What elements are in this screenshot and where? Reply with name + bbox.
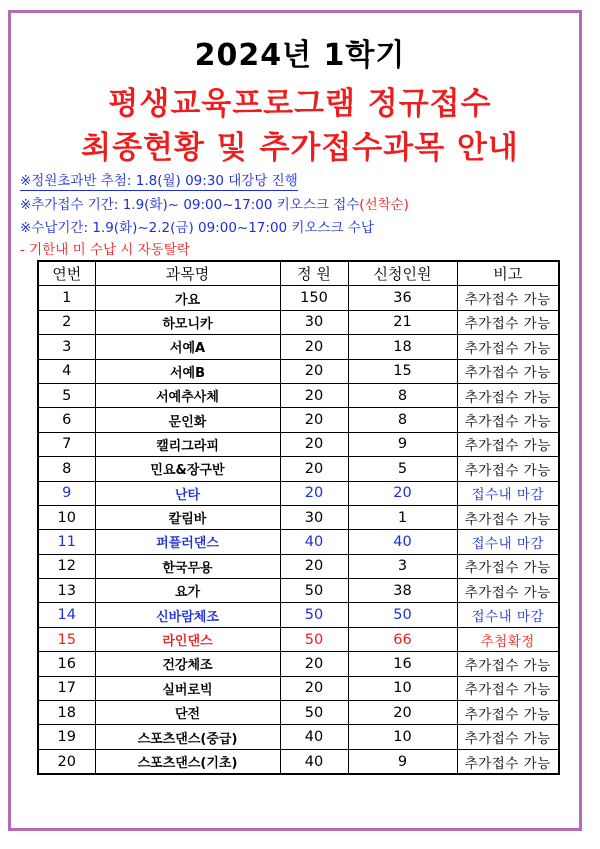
table-row bbox=[38, 457, 559, 481]
course-name: 스포츠댄스(중급) bbox=[95, 725, 280, 749]
course-name: 서예A bbox=[95, 335, 280, 359]
row-number: 8 bbox=[38, 457, 95, 481]
title-line-3: 최종현황 및 추가접수과목 안내 bbox=[81, 130, 519, 166]
capacity-value: 40 bbox=[280, 530, 348, 554]
applicant-count: 8 bbox=[348, 383, 457, 407]
table-row bbox=[38, 310, 559, 334]
capacity-value: 20 bbox=[280, 554, 348, 578]
notice-lottery-text: ※정원초과반 추첨: 1.8(월) 09:30 대강당 진행 bbox=[20, 173, 298, 189]
status-note: 추가접수 가능 bbox=[457, 432, 559, 456]
capacity-value: 150 bbox=[280, 286, 348, 310]
capacity-value: 40 bbox=[280, 749, 348, 774]
status-note: 추가접수 가능 bbox=[457, 701, 559, 725]
row-number: 4 bbox=[38, 359, 95, 383]
table-row bbox=[38, 432, 559, 456]
row-number: 10 bbox=[38, 505, 95, 529]
status-note: 추가접수 가능 bbox=[457, 652, 559, 676]
capacity-value: 50 bbox=[280, 701, 348, 725]
table-row bbox=[38, 335, 559, 359]
status-note: 추가접수 가능 bbox=[457, 505, 559, 529]
capacity-value: 30 bbox=[280, 505, 348, 529]
capacity-value: 50 bbox=[280, 603, 348, 627]
applicant-count: 5 bbox=[348, 457, 457, 481]
status-note: 추가접수 가능 bbox=[457, 335, 559, 359]
course-name: 라인댄스 bbox=[95, 627, 280, 651]
row-number: 2 bbox=[38, 310, 95, 334]
notice-additional-text: ※추가접수 기간: 1.9(화)~ 09:00~17:00 키오스크 접수 bbox=[20, 197, 360, 213]
capacity-value: 20 bbox=[280, 408, 348, 432]
row-number: 14 bbox=[38, 603, 95, 627]
table-row bbox=[38, 530, 559, 554]
course-name: 난타 bbox=[95, 481, 280, 505]
page-title: 2024년 1학기 bbox=[194, 38, 406, 73]
row-number: 19 bbox=[38, 725, 95, 749]
table-row bbox=[38, 701, 559, 725]
course-name: 가요 bbox=[95, 286, 280, 310]
header-capacity: 정 원 bbox=[280, 261, 348, 286]
row-number: 1 bbox=[38, 286, 95, 310]
course-name: 서예추사체 bbox=[95, 383, 280, 407]
applicant-count: 16 bbox=[348, 652, 457, 676]
status-note: 추가접수 가능 bbox=[457, 554, 559, 578]
applicant-count: 15 bbox=[348, 359, 457, 383]
header-applicants: 신청인원 bbox=[348, 261, 457, 286]
applicant-count: 40 bbox=[348, 530, 457, 554]
applicant-count: 18 bbox=[348, 335, 457, 359]
capacity-value: 20 bbox=[280, 335, 348, 359]
status-note: 추가접수 가능 bbox=[457, 286, 559, 310]
header-note: 비고 bbox=[457, 261, 559, 286]
applicant-count: 36 bbox=[348, 286, 457, 310]
row-number: 16 bbox=[38, 652, 95, 676]
capacity-value: 20 bbox=[280, 359, 348, 383]
row-number: 7 bbox=[38, 432, 95, 456]
capacity-value: 20 bbox=[280, 676, 348, 700]
applicant-count: 21 bbox=[348, 310, 457, 334]
status-note: 추가접수 가능 bbox=[457, 408, 559, 432]
status-note: 접수내 마감 bbox=[457, 530, 559, 554]
course-name: 실버로빅 bbox=[95, 676, 280, 700]
applicant-count: 20 bbox=[348, 701, 457, 725]
table-row bbox=[38, 359, 559, 383]
status-note: 접수내 마감 bbox=[457, 481, 559, 505]
status-note: 추가접수 가능 bbox=[457, 725, 559, 749]
capacity-value: 50 bbox=[280, 579, 348, 603]
row-number: 3 bbox=[38, 335, 95, 359]
course-name: 퍼플러댄스 bbox=[95, 530, 280, 554]
status-note: 추가접수 가능 bbox=[457, 676, 559, 700]
applicant-count: 10 bbox=[348, 725, 457, 749]
table-row bbox=[38, 627, 559, 651]
capacity-value: 30 bbox=[280, 310, 348, 334]
capacity-value: 20 bbox=[280, 432, 348, 456]
applicant-count: 66 bbox=[348, 627, 457, 651]
applicant-count: 1 bbox=[348, 505, 457, 529]
status-note: 추첨확정 bbox=[457, 627, 559, 651]
course-name: 캘리그라피 bbox=[95, 432, 280, 456]
course-name: 한국무용 bbox=[95, 554, 280, 578]
course-name: 칼림바 bbox=[95, 505, 280, 529]
notice-additional-registration bbox=[20, 193, 409, 213]
row-number: 9 bbox=[38, 481, 95, 505]
applicant-count: 9 bbox=[348, 432, 457, 456]
header-course: 과목명 bbox=[95, 261, 280, 286]
capacity-value: 40 bbox=[280, 725, 348, 749]
status-note: 추가접수 가능 bbox=[457, 457, 559, 481]
table-row bbox=[38, 408, 559, 432]
table-row bbox=[38, 286, 559, 310]
status-note: 추가접수 가능 bbox=[457, 749, 559, 774]
row-number: 6 bbox=[38, 408, 95, 432]
course-name: 스포츠댄스(기초) bbox=[95, 749, 280, 774]
applicant-count: 9 bbox=[348, 749, 457, 774]
notice-auto-drop: - 기한내 미 수납 시 자동탈락 bbox=[20, 242, 190, 258]
table-row bbox=[38, 481, 559, 505]
course-name: 하모니카 bbox=[95, 310, 280, 334]
capacity-value: 20 bbox=[280, 383, 348, 407]
table-row bbox=[38, 505, 559, 529]
status-note: 추가접수 가능 bbox=[457, 383, 559, 407]
applicant-count: 38 bbox=[348, 579, 457, 603]
status-note: 추가접수 가능 bbox=[457, 579, 559, 603]
status-note: 접수내 마감 bbox=[457, 603, 559, 627]
title-line-2: 평생교육프로그램 정규접수 bbox=[108, 86, 492, 122]
capacity-value: 20 bbox=[280, 457, 348, 481]
row-number: 18 bbox=[38, 701, 95, 725]
capacity-value: 20 bbox=[280, 481, 348, 505]
status-note: 추가접수 가능 bbox=[457, 359, 559, 383]
row-number: 11 bbox=[38, 530, 95, 554]
status-note: 추가접수 가능 bbox=[457, 310, 559, 334]
capacity-value: 50 bbox=[280, 627, 348, 651]
row-number: 17 bbox=[38, 676, 95, 700]
row-number: 15 bbox=[38, 627, 95, 651]
applicant-count: 8 bbox=[348, 408, 457, 432]
course-name: 문인화 bbox=[95, 408, 280, 432]
capacity-value: 20 bbox=[280, 652, 348, 676]
notice-payment: ※수납기간: 1.9(화)~2.2(금) 09:00~17:00 키오스크 수납 bbox=[20, 220, 374, 236]
applicant-count: 3 bbox=[348, 554, 457, 578]
course-name: 서예B bbox=[95, 359, 280, 383]
course-name: 건강체조 bbox=[95, 652, 280, 676]
row-number: 5 bbox=[38, 383, 95, 407]
table-row bbox=[38, 652, 559, 676]
table-row bbox=[38, 554, 559, 578]
row-number: 13 bbox=[38, 579, 95, 603]
table-row bbox=[38, 676, 559, 700]
table-row bbox=[38, 749, 559, 774]
course-name: 단전 bbox=[95, 701, 280, 725]
course-table bbox=[37, 260, 560, 775]
table-row bbox=[38, 383, 559, 407]
table-row bbox=[38, 579, 559, 603]
header-number: 연번 bbox=[38, 261, 95, 286]
notice-lottery bbox=[20, 169, 298, 189]
notice-first-come: (선착순) bbox=[359, 197, 409, 213]
course-name: 요가 bbox=[95, 579, 280, 603]
table-header-row bbox=[38, 261, 559, 286]
row-number: 20 bbox=[38, 749, 95, 774]
applicant-count: 50 bbox=[348, 603, 457, 627]
table-row bbox=[38, 603, 559, 627]
applicant-count: 10 bbox=[348, 676, 457, 700]
applicant-count: 20 bbox=[348, 481, 457, 505]
course-name: 민요&장구반 bbox=[95, 457, 280, 481]
table-row bbox=[38, 725, 559, 749]
course-name: 신바람체조 bbox=[95, 603, 280, 627]
row-number: 12 bbox=[38, 554, 95, 578]
